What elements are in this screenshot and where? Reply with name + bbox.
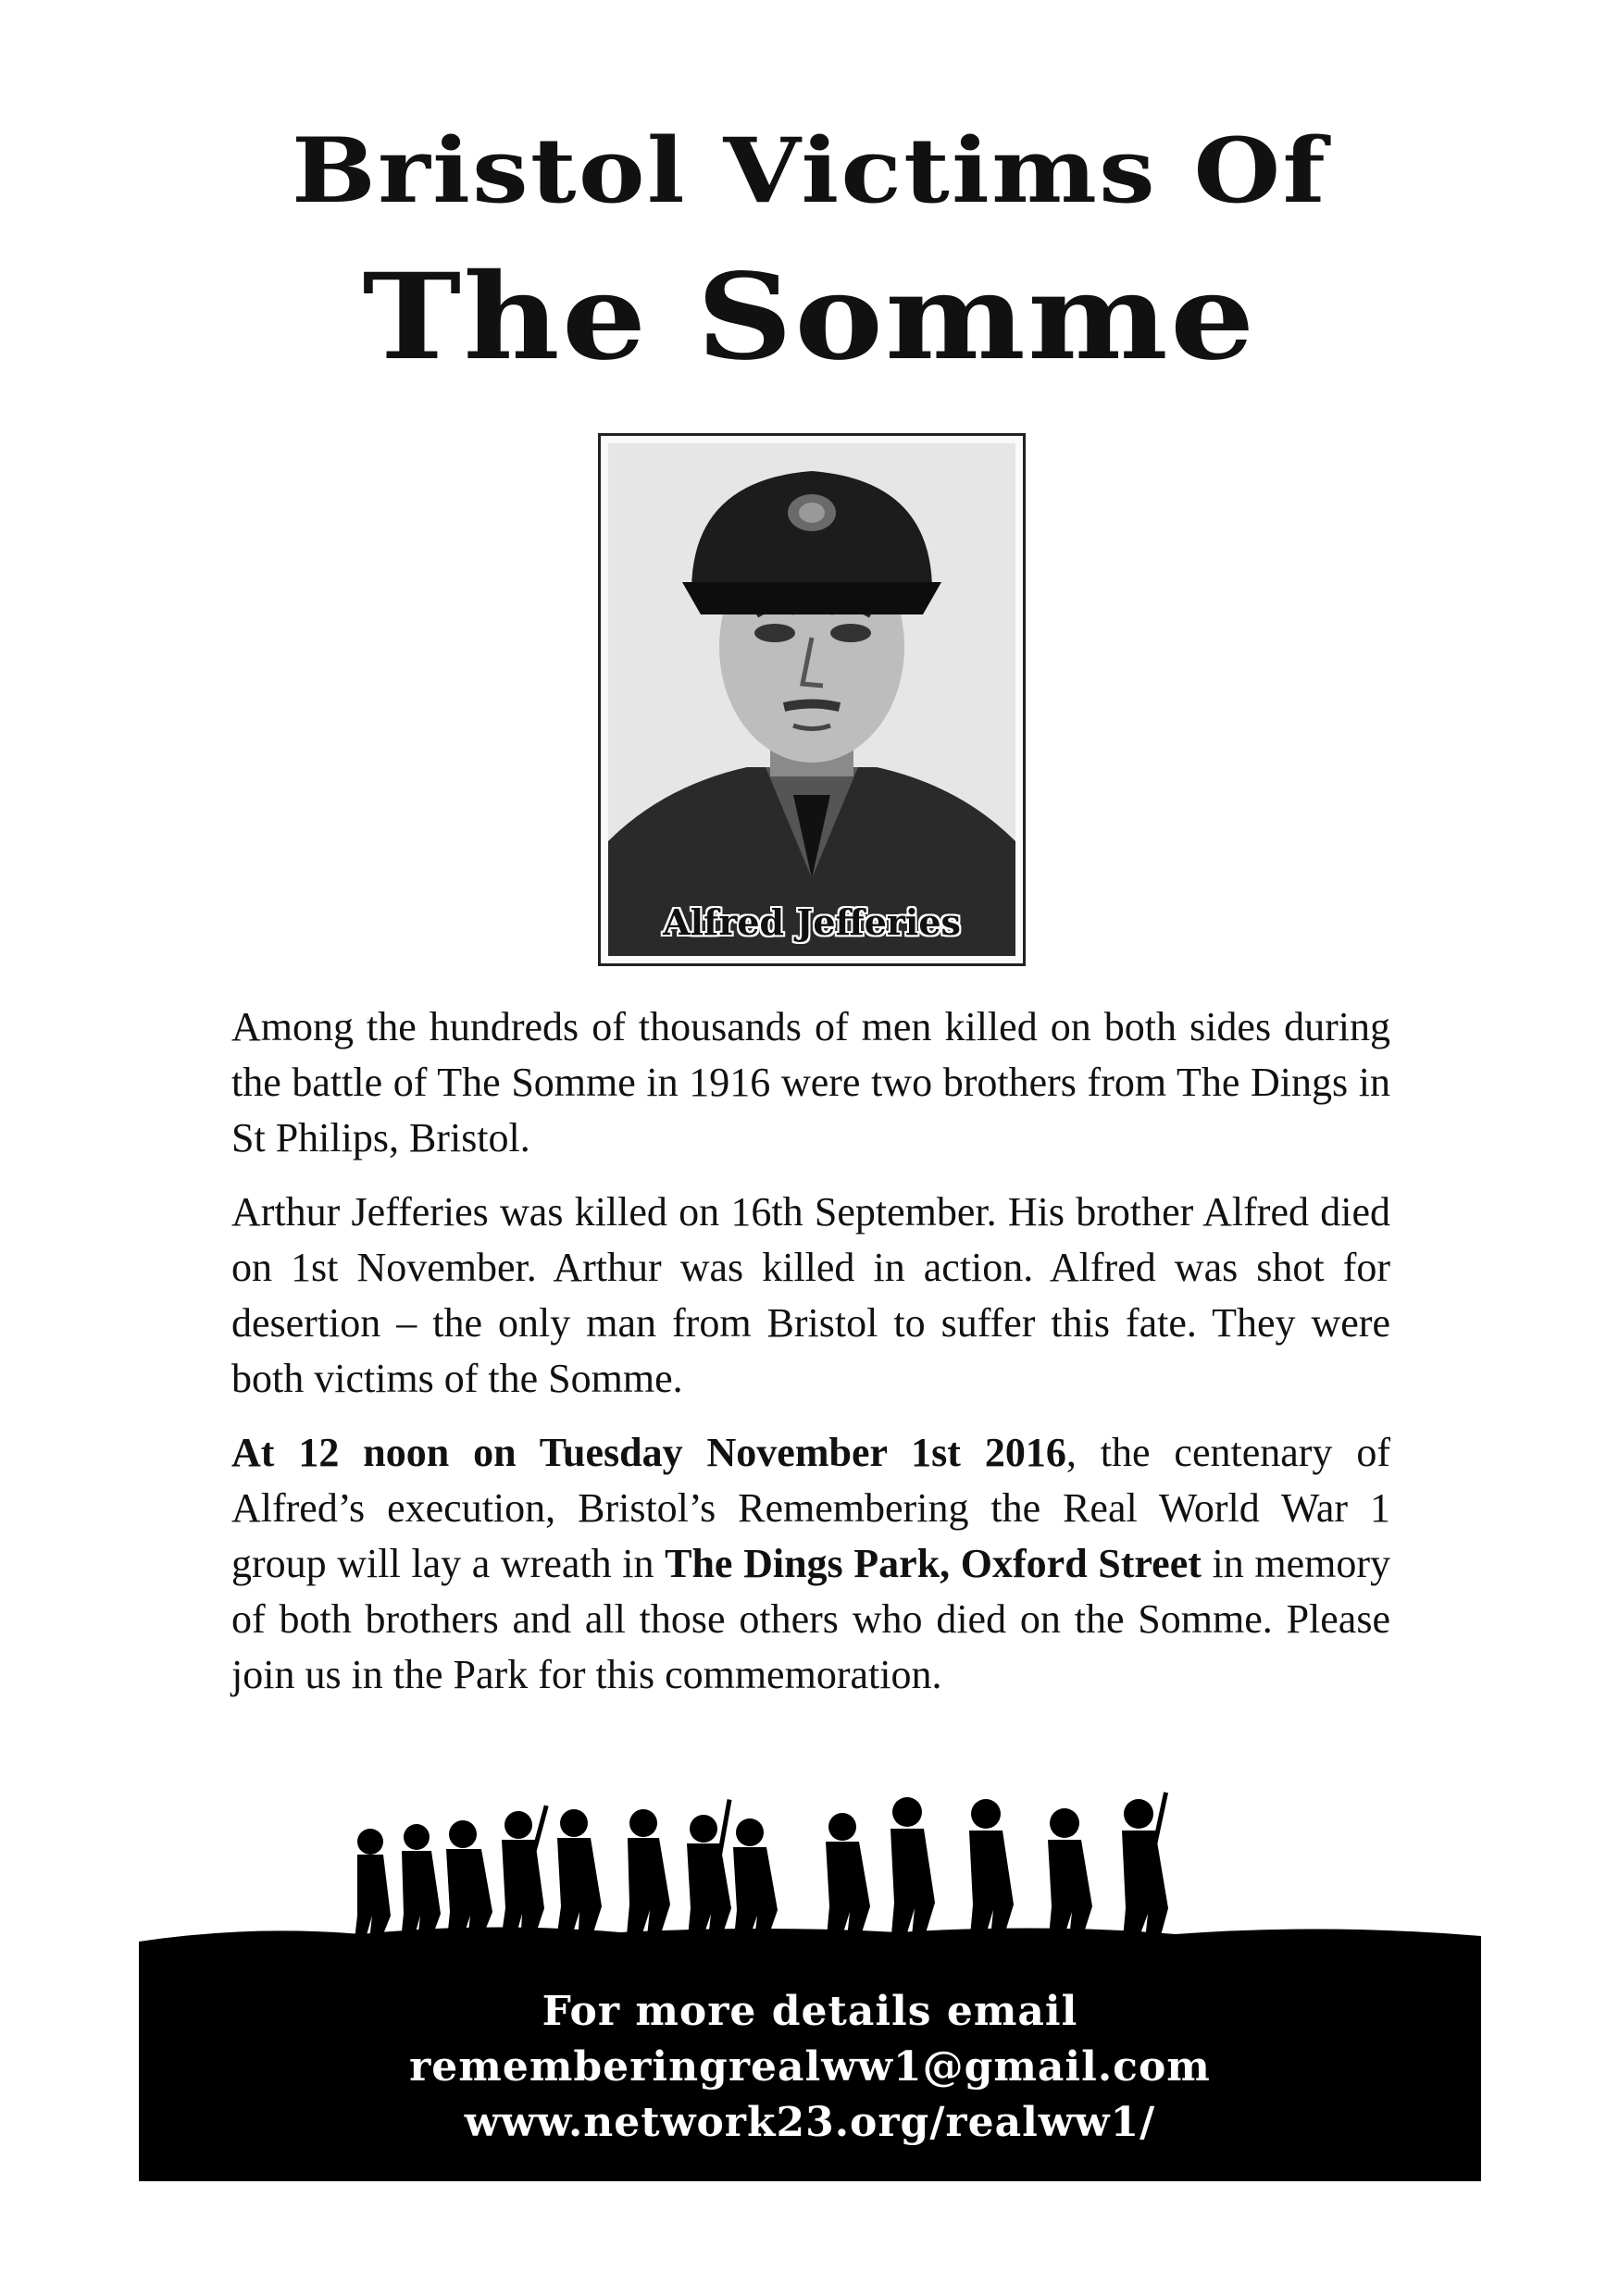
body-text [231,999,1390,1721]
paragraph-2: Arthur Jefferies was killed on 16th September. His brother Alfred died on 1st November. Arthur was killed in action. Alfred was shot for desertion – the only man from Bristol to suffer this fate. They were both victims of the Somme. [231,1189,1390,1401]
title-line-1: Bristol Victims Of [292,118,1327,223]
paragraph-3 [231,1425,1390,1703]
paragraph-3-text-2: in memory of both brothers and all those others who died on the Somme. Please join us in the Park for this commemoration. [231,1541,1390,1697]
paragraph-3-text-1: , the centenary of Alfred’s execution, Bristol’s Remembering the Real World War 1 group will lay a wreath in [231,1430,1390,1586]
footer-contact-box [139,1962,1481,2181]
soldiers-silhouette [139,1786,1481,1971]
website-link[interactable]: www.network23.org/realww1/ [464,2099,1156,2146]
event-datetime: At 12 noon on Tuesday November 1st 2016 [231,1430,1066,1475]
portrait-caption: Alfred Jefferies [663,901,961,943]
soldier-portrait-drawing [608,443,1015,956]
contact-email[interactable]: rememberingrealww1@gmail.com [409,2043,1211,2091]
portrait-image [608,443,1015,956]
footer-heading: For more details email [542,1988,1078,2035]
event-location: The Dings Park, Oxford Street [665,1541,1202,1586]
paragraph-1: Among the hundreds of thousands of men killed on both sides during the battle of The Somme in 1916 were two brothers from The Dings in St Philips, Bristol. [231,1004,1390,1160]
portrait-photo [598,433,1026,966]
title-line-2: The Somme [362,248,1257,387]
